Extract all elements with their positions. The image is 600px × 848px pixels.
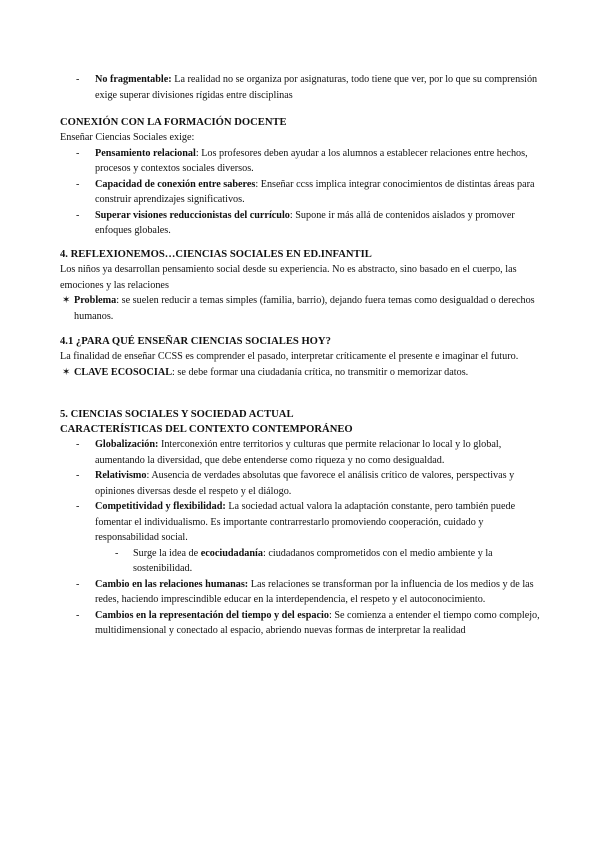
section-paragraph: Los niños ya desarrollan pensamiento social desde su experiencia. No es abstracto, sino basado en el cuerpo, las emociones y las relaciones xyxy=(60,264,517,291)
dash-marker: - xyxy=(76,439,80,450)
dash-marker: - xyxy=(115,547,119,559)
dash-marker: - xyxy=(76,501,80,512)
item-text: : Se comienza a entender el tiempo como complejo, multidimensional y conectado al espacio, abriendo nuevas formas de interpretar la realidad xyxy=(95,609,540,636)
list-item xyxy=(60,468,540,499)
section-sociedad xyxy=(60,407,540,639)
list-item xyxy=(60,72,540,103)
item-text: : Enseñar ccss implica integrar conocimientos de distintas áreas para construir aprendizajes significativos. xyxy=(95,178,535,205)
item-text: Interconexión entre territorios y culturas que permite relacionar lo local y lo global, aumentando la diversidad, que debe entenderse como riqueza y no como desigualdad. xyxy=(95,439,502,466)
section-reflexionemos xyxy=(60,247,540,324)
section-paragraph: La finalidad de enseñar CCSS es comprender el pasado, interpretar críticamente el presente e imaginar el futuro. xyxy=(60,351,519,362)
section-para-que xyxy=(60,334,540,380)
item-term: Capacidad de conexión entre saberes xyxy=(95,178,256,190)
section-subheading: CARACTERÍSTICAS DEL CONTEXTO CONTEMPORÁNEO xyxy=(60,424,353,435)
dash-marker: - xyxy=(76,609,80,621)
item-term: Relativismo xyxy=(95,470,147,481)
star-item xyxy=(60,365,540,381)
section-heading: CONEXIÓN CON LA FORMACIÓN DOCENTE xyxy=(60,117,287,128)
item-text: La realidad no se organiza por asignaturas, todo tiene que ver, por lo que su comprensión exige superar divisiones rígidas entre disciplinas xyxy=(95,74,538,101)
star-item xyxy=(60,293,540,324)
item-text: : se debe formar una ciudadanía crítica, no transmitir o memorizar datos. xyxy=(172,366,469,378)
section-intro: Enseñar Ciencias Sociales exige: xyxy=(60,132,195,143)
item-term: Problema xyxy=(74,295,117,306)
dash-marker: - xyxy=(76,209,80,221)
item-text: : Supone ir más allá de contenidos aislados y promover enfoques globales. xyxy=(95,209,515,236)
item-term: Competitividad y flexibilidad: xyxy=(95,501,226,512)
item-text: La sociedad actual valora la adaptación constante, pero también puede fomentar el individualismo. Es importante contrarrestarlo promoviendo cooperación, cuidado y responsabilidad social. xyxy=(95,501,516,543)
item-term: Cambios en la representación del tiempo y del espacio xyxy=(95,609,329,621)
item-term: CLAVE ECOSOCIAL xyxy=(74,366,173,378)
item-text: : Los profesores deben ayudar a los alumnos a establecer relaciones entre hechos, procesos y contextos sociales diversos. xyxy=(95,147,528,174)
list-item xyxy=(60,608,540,639)
section-heading: 4.1 ¿PARA QUÉ ENSEÑAR CIENCIAS SOCIALES HOY? xyxy=(60,336,331,347)
list-item xyxy=(60,577,540,608)
list-item xyxy=(60,146,540,177)
section-heading: 5. CIENCIAS SOCIALES Y SOCIEDAD ACTUAL xyxy=(60,409,294,420)
item-text: Las relaciones se transforman por la influencia de los medios y de las redes, haciendo imprescindible educar en la interdependencia, el respeto y el autoconocimiento. xyxy=(95,578,534,605)
item-term: Pensamiento relacional xyxy=(95,147,196,159)
item-text: : Ausencia de verdades absolutas que favorece el análisis crítico de valores, perspectivas y opiniones diversas desde el respeto y el diálogo. xyxy=(95,470,515,497)
item-term: Cambio en las relaciones humanas: xyxy=(95,578,249,590)
dash-marker: - xyxy=(76,74,80,85)
list-item xyxy=(60,208,540,239)
item-term: ecociudadanía xyxy=(200,547,263,559)
intro-list xyxy=(60,72,540,103)
dash-marker: - xyxy=(76,147,80,159)
item-text: Surge la idea de xyxy=(133,547,201,559)
section-formacion xyxy=(60,115,540,239)
list-item xyxy=(60,437,540,468)
section-heading: 4. REFLEXIONEMOS…CIENCIAS SOCIALES EN ED.INFANTIL xyxy=(60,249,372,260)
dash-marker: - xyxy=(76,578,80,590)
item-text: : ciudadanos comprometidos con el medio ambiente y la sostenibilidad. xyxy=(133,547,493,574)
item-term: No fragmentable: xyxy=(95,74,172,85)
list-item xyxy=(60,499,540,546)
star-marker: ✶ xyxy=(62,366,71,378)
item-text: : se suelen reducir a temas simples (familia, barrio), dejando fuera temas como desigualdad o derechos humanos. xyxy=(74,295,535,322)
sub-list-item xyxy=(60,546,540,577)
dash-marker: - xyxy=(76,470,80,481)
item-term: Superar visiones reduccionistas del currículo xyxy=(95,209,290,221)
dash-marker: - xyxy=(76,178,80,190)
item-term: Globalización: xyxy=(95,439,159,450)
list-item xyxy=(60,177,540,208)
star-marker: ✶ xyxy=(62,295,71,306)
